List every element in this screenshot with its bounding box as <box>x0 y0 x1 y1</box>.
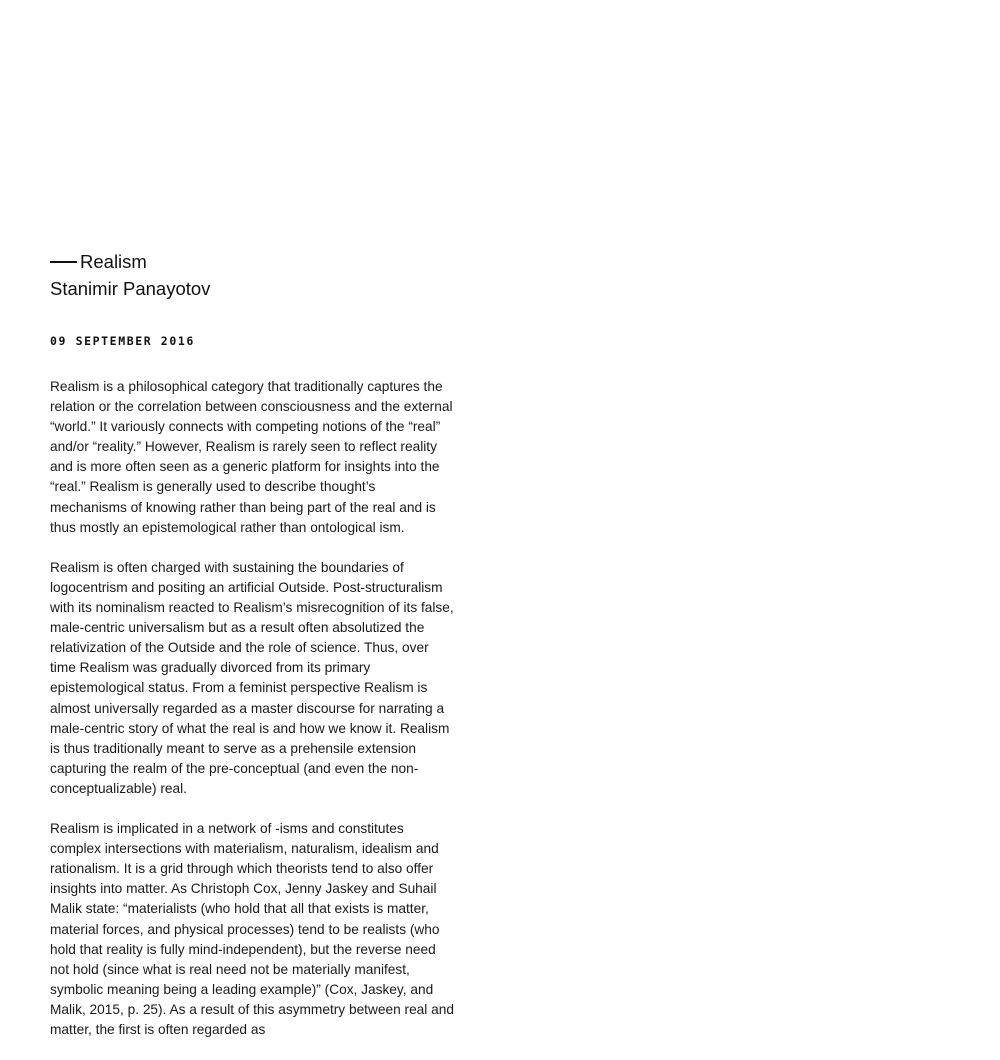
article-paragraph: Realism is a philosophical category that traditionally captures the relation or the correlation between consciousness and the external “world.” It variously connects with competing notions of the “real” and/or “reality.” However, Realism is rarely seen to reflect reality and is more often seen as a generic platform for insights into the “real.” Realism is generally used to describe thought’s mechanisms of knowing rather than being part of the real and is thus mostly an epistemological rather than ontological ism. <box>50 379 453 535</box>
article <box>50 248 455 1060</box>
article-body <box>50 377 455 1040</box>
article-paragraph: Realism is often charged with sustaining the boundaries of logocentrism and positing an artificial Outside. Post-structuralism with its nominalism reacted to Realism’s misrecognition of its false, male-centric universalism but as a result often absolutized the relativization of the Outside and the role of science. Thus, over time Realism was gradually divorced from its primary epistemological status. From a feminist perspective Realism is almost universally regarded as a master discourse for narrating a male-centric story of what the real is and how we know it. Realism is thus traditionally meant to serve as a prehensile extension capturing the realm of the pre-conceptual (and even the non-conceptualizable) real. <box>50 559 454 796</box>
title-dash-decoration <box>50 261 77 263</box>
article-date: 09 SEPTEMBER 2016 <box>50 334 195 348</box>
article-author: Stanimir Panayotov <box>50 278 211 299</box>
article-title: Realism <box>80 251 147 272</box>
title-row <box>50 248 455 276</box>
article-paragraph: Realism is implicated in a network of -isms and constitutes complex intersections with materialism, naturalism, idealism and rationalism. It is a grid through which theorists tend to also offer insights into matter. As Christoph Cox, Jenny Jaskey and Suhail Malik state: “materialists (who hold that all that exists is matter, material forces, and physical processes) tend to be realists (who hold that reality is fully mind-independent), but the reverse need not hold (since what is real need not be materially manifest, symbolic meaning being a leading example)” (Cox, Jaskey, and Malik, 2015, p. 25). As a result of this asymmetry between real and matter, the first is often regarded as <box>50 821 454 1037</box>
